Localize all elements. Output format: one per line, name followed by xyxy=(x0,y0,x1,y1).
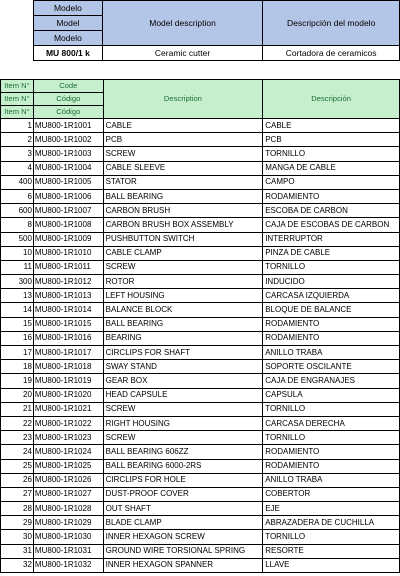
description-es-cell: RODAMIENTO xyxy=(263,459,400,473)
description-es-cell: INDUCIDO xyxy=(263,275,400,289)
item-number-heading: Item N° xyxy=(1,80,34,93)
part-code-cell: MU800-1R1016 xyxy=(33,331,103,345)
item-number-cell: 25 xyxy=(1,459,34,473)
table-row xyxy=(1,246,400,260)
description-es-cell: CAMPO xyxy=(263,175,400,189)
description-en-cell: LEFT HOUSING xyxy=(103,289,263,303)
description-es-cell: RESORTE xyxy=(263,544,400,558)
code-heading: Code xyxy=(33,80,103,93)
description-en-cell: CABLE CLAMP xyxy=(103,246,263,260)
description-es-cell: RODAMIENTO xyxy=(263,317,400,331)
description-en-cell: BALL BEARING 606ZZ xyxy=(103,445,263,459)
part-code-cell: MU800-1R1015 xyxy=(33,317,103,331)
item-number-cell: 11 xyxy=(1,260,34,274)
item-number-cell: 400 xyxy=(1,175,34,189)
part-code-cell: MU800-1R1020 xyxy=(33,388,103,402)
item-number-cell: 27 xyxy=(1,487,34,501)
part-code-cell: MU800-1R1023 xyxy=(33,431,103,445)
model-description-heading-es: Descripción del modelo xyxy=(263,1,400,46)
description-en-cell: BALL BEARING xyxy=(103,189,263,203)
part-code-cell: MU800-1R1019 xyxy=(33,374,103,388)
item-number-cell: 2 xyxy=(1,133,34,147)
model-description-es: Cortadora de ceramicos xyxy=(263,46,400,61)
description-en-cell: INNER HEXAGON SCREW xyxy=(103,530,263,544)
item-number-heading: Item N° xyxy=(1,93,34,106)
item-number-cell: 16 xyxy=(1,331,34,345)
description-en-cell: CIRCLIPS FOR SHAFT xyxy=(103,346,263,360)
description-en-cell: CARBON BRUSH xyxy=(103,204,263,218)
part-code-cell: MU800-1R1026 xyxy=(33,473,103,487)
table-row xyxy=(1,360,400,374)
description-es-cell: EJE xyxy=(263,502,400,516)
description-en-cell: INNER HEXAGON SPANNER xyxy=(103,558,263,572)
description-es-cell: COBERTOR xyxy=(263,487,400,501)
description-es-cell: PINZA DE CABLE xyxy=(263,246,400,260)
table-row xyxy=(1,204,400,218)
description-es-cell: CAPSULA xyxy=(263,388,400,402)
part-code-cell: MU800-1R1022 xyxy=(33,416,103,430)
description-heading-es: Descripción xyxy=(263,80,400,119)
description-es-cell: TORNILLO xyxy=(263,431,400,445)
description-en-cell: CABLE xyxy=(103,119,263,133)
table-row xyxy=(1,303,400,317)
item-number-cell: 26 xyxy=(1,473,34,487)
part-code-cell: MU800-1R1024 xyxy=(33,445,103,459)
description-en-cell: PUSHBUTTON SWITCH xyxy=(103,232,263,246)
item-number-cell: 31 xyxy=(1,544,34,558)
item-number-cell: 19 xyxy=(1,374,34,388)
description-es-cell: TORNILLO xyxy=(263,530,400,544)
table-row xyxy=(1,275,400,289)
description-es-cell: CARCASA IZQUIERDA xyxy=(263,289,400,303)
description-en-cell: GROUND WIRE TORSIONAL SPRING xyxy=(103,544,263,558)
description-es-cell: ABRAZADERA DE CUCHILLA xyxy=(263,516,400,530)
table-row xyxy=(1,161,400,175)
description-es-cell: TORNILLO xyxy=(263,147,400,161)
part-code-cell: MU800-1R1030 xyxy=(33,530,103,544)
item-number-cell: 18 xyxy=(1,360,34,374)
item-number-cell: 17 xyxy=(1,346,34,360)
item-number-cell: 24 xyxy=(1,445,34,459)
model-description-heading: Model description xyxy=(102,1,262,46)
item-number-cell: 3 xyxy=(1,147,34,161)
description-en-cell: SWAY STAND xyxy=(103,360,263,374)
model-header-table xyxy=(33,0,400,61)
description-en-cell: BALL BEARING xyxy=(103,317,263,331)
description-en-cell: PCB xyxy=(103,133,263,147)
description-es-cell: TORNILLO xyxy=(263,260,400,274)
description-es-cell: CAJA DE ENGRANAJES xyxy=(263,374,400,388)
table-row xyxy=(1,232,400,246)
description-es-cell: RODAMIENTO xyxy=(263,331,400,345)
description-es-cell: PCB xyxy=(263,133,400,147)
description-es-cell: INTERRUPTOR xyxy=(263,232,400,246)
part-code-cell: MU800-1R1025 xyxy=(33,459,103,473)
description-en-cell: BLADE CLAMP xyxy=(103,516,263,530)
part-code-cell: MU800-1R1003 xyxy=(33,147,103,161)
part-code-cell: MU800-1R1009 xyxy=(33,232,103,246)
item-number-cell: 29 xyxy=(1,516,34,530)
table-row xyxy=(1,317,400,331)
part-code-cell: MU800-1R1014 xyxy=(33,303,103,317)
model-label: Modelo xyxy=(34,1,103,16)
table-row xyxy=(1,189,400,203)
table-row xyxy=(1,487,400,501)
description-en-cell: SCREW xyxy=(103,402,263,416)
table-row xyxy=(1,260,400,274)
item-number-cell: 300 xyxy=(1,275,34,289)
item-number-cell: 15 xyxy=(1,317,34,331)
item-number-cell: 4 xyxy=(1,161,34,175)
item-number-cell: 8 xyxy=(1,218,34,232)
description-en-cell: BEARING xyxy=(103,331,263,345)
description-es-cell: ANILLO TRABA xyxy=(263,473,400,487)
model-label: Model xyxy=(34,16,103,31)
model-value: MU 800/1 k xyxy=(34,46,103,61)
item-number-cell: 28 xyxy=(1,502,34,516)
description-en-cell: DUST-PROOF COVER xyxy=(103,487,263,501)
table-row xyxy=(1,346,400,360)
item-number-cell: 14 xyxy=(1,303,34,317)
table-row xyxy=(1,473,400,487)
part-code-cell: MU800-1R1021 xyxy=(33,402,103,416)
part-code-cell: MU800-1R1006 xyxy=(33,189,103,203)
item-number-cell: 13 xyxy=(1,289,34,303)
table-row xyxy=(1,119,400,133)
description-en-cell: BALL BEARING 6000-2RS xyxy=(103,459,263,473)
part-code-cell: MU800-1R1017 xyxy=(33,346,103,360)
description-es-cell: CAJA DE ESCOBAS DE CARBON xyxy=(263,218,400,232)
item-number-cell: 1 xyxy=(1,119,34,133)
item-number-cell: 30 xyxy=(1,530,34,544)
item-number-cell: 6 xyxy=(1,189,34,203)
description-es-cell: TORNILLO xyxy=(263,402,400,416)
table-row xyxy=(1,388,400,402)
table-row xyxy=(1,402,400,416)
item-number-heading: Item N° xyxy=(1,106,34,119)
table-row xyxy=(1,218,400,232)
part-code-cell: MU800-1R1012 xyxy=(33,275,103,289)
part-code-cell: MU800-1R1032 xyxy=(33,558,103,572)
description-en-cell: STATOR xyxy=(103,175,263,189)
part-code-cell: MU800-1R1005 xyxy=(33,175,103,189)
code-heading: Código xyxy=(33,93,103,106)
table-row xyxy=(1,431,400,445)
table-row xyxy=(1,374,400,388)
description-en-cell: RIGHT HOUSING xyxy=(103,416,263,430)
part-code-cell: MU800-1R1010 xyxy=(33,246,103,260)
table-row xyxy=(1,133,400,147)
description-en-cell: ROTOR xyxy=(103,275,263,289)
description-heading: Description xyxy=(103,80,263,119)
model-description-en: Ceramic cutter xyxy=(102,46,262,61)
description-es-cell: MANGA DE CABLE xyxy=(263,161,400,175)
item-number-cell: 500 xyxy=(1,232,34,246)
description-en-cell: OUT SHAFT xyxy=(103,502,263,516)
description-en-cell: SCREW xyxy=(103,431,263,445)
description-es-cell: ANILLO TRABA xyxy=(263,346,400,360)
table-row xyxy=(1,544,400,558)
description-es-cell: RODAMIENTO xyxy=(263,445,400,459)
part-code-cell: MU800-1R1011 xyxy=(33,260,103,274)
description-en-cell: BALANCE BLOCK xyxy=(103,303,263,317)
part-code-cell: MU800-1R1028 xyxy=(33,502,103,516)
table-row xyxy=(1,530,400,544)
part-code-cell: MU800-1R1013 xyxy=(33,289,103,303)
part-code-cell: MU800-1R1001 xyxy=(33,119,103,133)
table-row xyxy=(1,331,400,345)
description-en-cell: GEAR BOX xyxy=(103,374,263,388)
description-es-cell: SOPORTE OSCILANTE xyxy=(263,360,400,374)
table-row xyxy=(1,502,400,516)
description-es-cell: CABLE xyxy=(263,119,400,133)
item-number-cell: 21 xyxy=(1,402,34,416)
description-es-cell: ESCOBA DE CARBON xyxy=(263,204,400,218)
table-row xyxy=(1,147,400,161)
part-code-cell: MU800-1R1027 xyxy=(33,487,103,501)
model-label: Modelo xyxy=(34,31,103,46)
table-row xyxy=(1,175,400,189)
part-code-cell: MU800-1R1004 xyxy=(33,161,103,175)
part-code-cell: MU800-1R1029 xyxy=(33,516,103,530)
item-number-cell: 22 xyxy=(1,416,34,430)
part-code-cell: MU800-1R1031 xyxy=(33,544,103,558)
description-es-cell: BLOQUE DE BALANCE xyxy=(263,303,400,317)
description-en-cell: CABLE SLEEVE xyxy=(103,161,263,175)
description-en-cell: SCREW xyxy=(103,260,263,274)
table-row xyxy=(1,445,400,459)
description-en-cell: HEAD CAPSULE xyxy=(103,388,263,402)
item-number-cell: 32 xyxy=(1,558,34,572)
table-row xyxy=(1,516,400,530)
description-en-cell: CARBON BRUSH BOX ASSEMBLY xyxy=(103,218,263,232)
description-en-cell: SCREW xyxy=(103,147,263,161)
description-es-cell: RODAMIENTO xyxy=(263,189,400,203)
parts-table xyxy=(0,79,400,573)
part-code-cell: MU800-1R1008 xyxy=(33,218,103,232)
part-code-cell: MU800-1R1007 xyxy=(33,204,103,218)
part-code-cell: MU800-1R1002 xyxy=(33,133,103,147)
item-number-cell: 600 xyxy=(1,204,34,218)
description-es-cell: LLAVE xyxy=(263,558,400,572)
code-heading: Código xyxy=(33,106,103,119)
table-row xyxy=(1,558,400,572)
table-row xyxy=(1,289,400,303)
description-es-cell: CARCASA DERECHA xyxy=(263,416,400,430)
table-row xyxy=(1,459,400,473)
part-code-cell: MU800-1R1018 xyxy=(33,360,103,374)
item-number-cell: 23 xyxy=(1,431,34,445)
item-number-cell: 20 xyxy=(1,388,34,402)
description-en-cell: CIRCLIPS FOR HOLE xyxy=(103,473,263,487)
table-row xyxy=(1,416,400,430)
item-number-cell: 10 xyxy=(1,246,34,260)
